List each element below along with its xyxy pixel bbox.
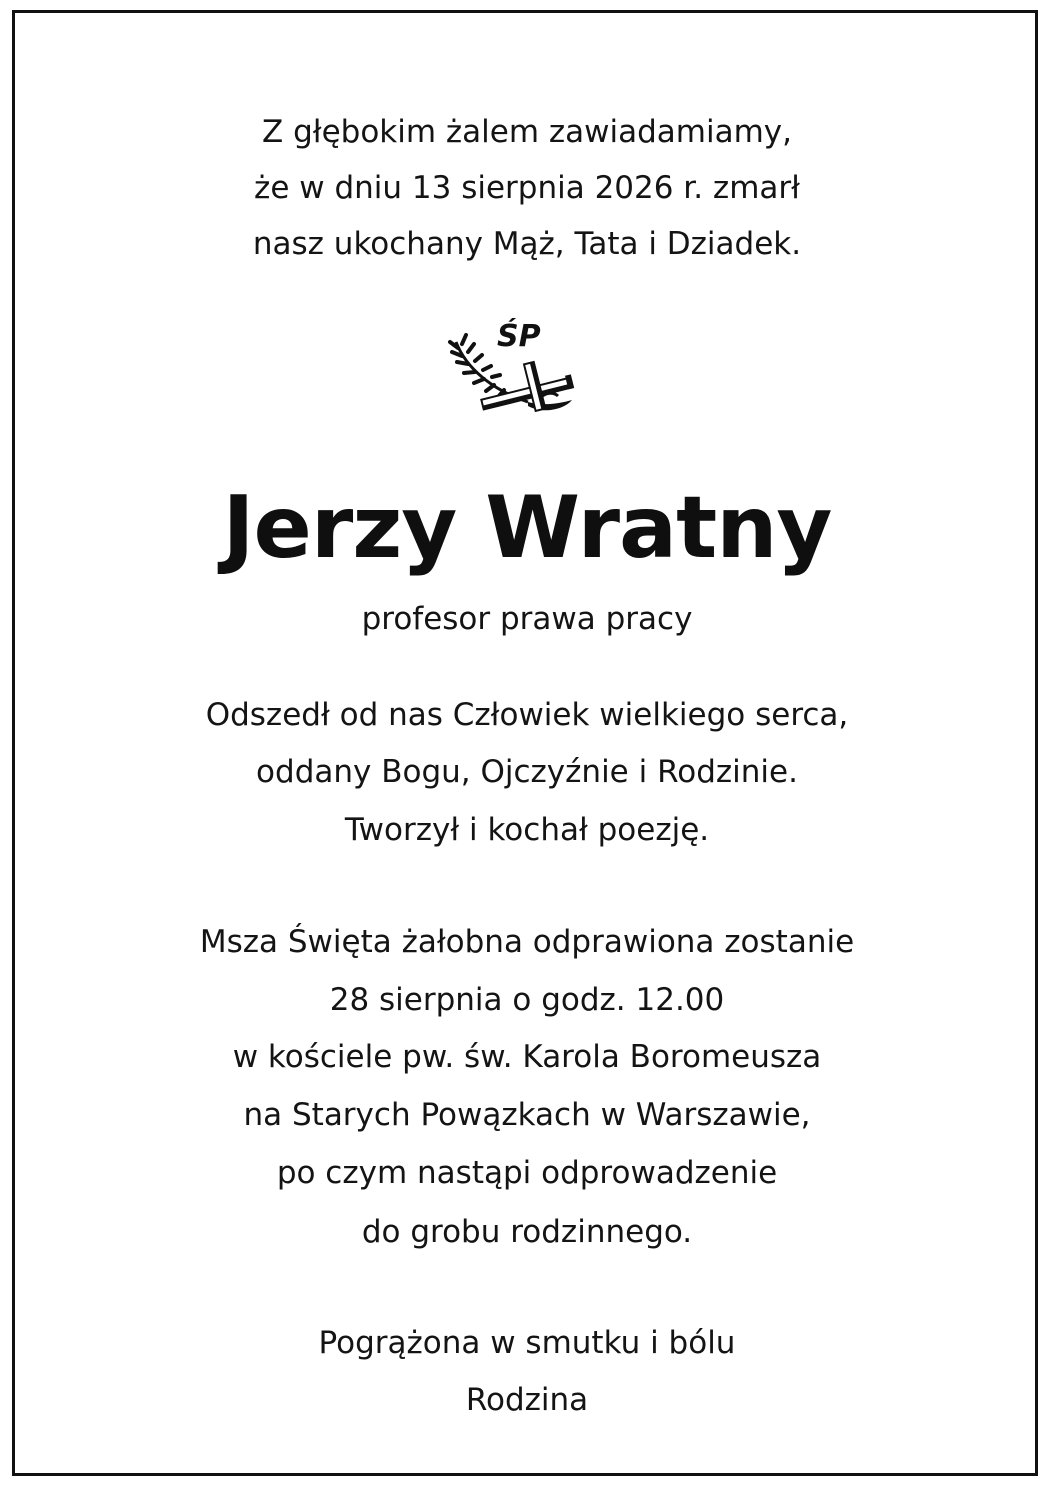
- cross-with-palm-branch-icon: [444, 330, 584, 420]
- tribute-line-3: Tworzył i kochał poezję.: [344, 812, 710, 848]
- mass-line-2: 28 sierpnia o godz. 12.00: [329, 982, 725, 1018]
- mass-line-1: Msza Święta żałobna odprawiona zostanie: [199, 924, 855, 960]
- deceased-title: profesor prawa pracy: [361, 601, 693, 637]
- signature-line-1: Pogrążona w smutku i bólu: [318, 1325, 736, 1361]
- mass-line-5: po czym nastąpi odprowadzenie: [276, 1155, 778, 1191]
- sp-abbreviation: ŚP: [497, 319, 541, 354]
- mass-line-4: na Starych Powązkach w Warszawie,: [243, 1097, 811, 1133]
- mass-line-3: w kościele pw. św. Karola Boromeusza: [232, 1039, 822, 1075]
- intro-line-2: że w dniu 13 sierpnia 2026 r. zmarł: [254, 170, 800, 206]
- mass-line-6: do grobu rodzinnego.: [361, 1214, 693, 1250]
- signature-line-2: Rodzina: [465, 1382, 589, 1418]
- tribute-line-1: Odszedł od nas Człowiek wielkiego serca,: [205, 697, 849, 733]
- intro-line-3: nasz ukochany Mąż, Tata i Dziadek.: [252, 226, 802, 262]
- tribute-line-2: oddany Bogu, Ojczyźnie i Rodzinie.: [256, 754, 798, 790]
- deceased-name: Jerzy Wratny: [222, 478, 832, 578]
- intro-line-1: Z głębokim żalem zawiadamiamy,: [261, 114, 793, 150]
